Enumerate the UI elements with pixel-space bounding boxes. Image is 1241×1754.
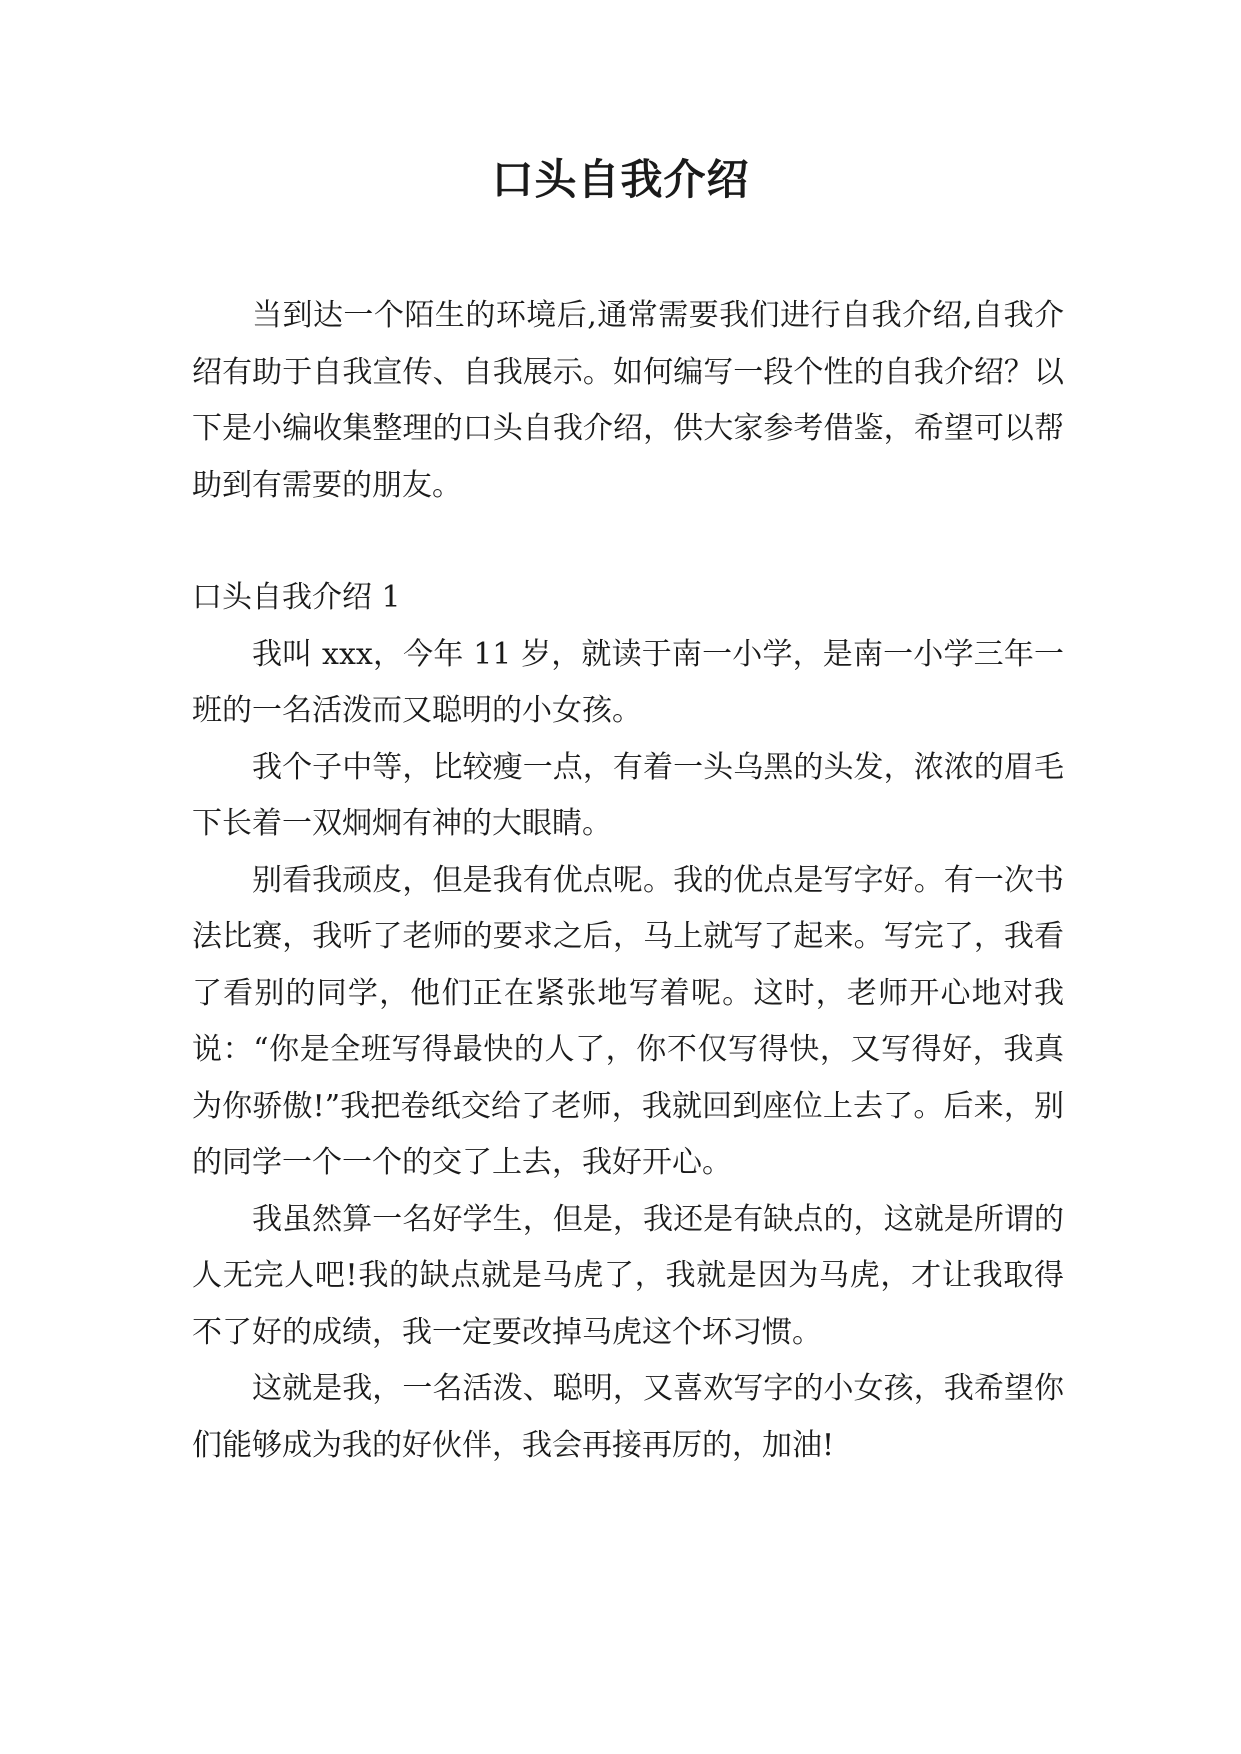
body-paragraph: 我虽然算一名好学生，但是，我还是有缺点的，这就是所谓的人无完人吧!我的缺点就是马虎了，我就是因为马虎，才让我取得不了好的成绩，我一定要改掉马虎这个坏习惯。 bbox=[192, 1201, 1064, 1350]
paragraph-spacer bbox=[192, 514, 1064, 570]
body-paragraph: 我个子中等，比较瘦一点，有着一头乌黑的头发，浓浓的眉毛下长着一双炯炯有神的大眼睛。 bbox=[192, 749, 1064, 841]
document-title: 口头自我介绍 bbox=[491, 155, 750, 204]
body-paragraph: 别看我顽皮，但是我有优点呢。我的优点是写字好。有一次书法比赛，我听了老师的要求之后，马上就写了起来。写完了，我看了看别的同学，他们正在紧张地写着呢。这时，老师开心地对我说：“你是全班写得最快的人了，你不仅写得快，又写得好，我真为你骄傲!”我把卷纸交给了老师，我就回到座位上去了。后来，别的同学一个一个的交了上去，我好开心。 bbox=[192, 862, 1064, 1180]
document-body bbox=[192, 288, 1064, 1474]
body-paragraph: 我叫 xxx，今年 11 岁，就读于南一小学，是南一小学三年一班的一名活泼而又聪明的小女孩。 bbox=[192, 636, 1064, 728]
body-paragraph: 这就是我，一名活泼、聪明，又喜欢写字的小女孩，我希望你们能够成为我的好伙伴，我会再接再厉的，加油! bbox=[192, 1371, 1064, 1463]
intro-paragraph: 当到达一个陌生的环境后,通常需要我们进行自我介绍,自我介绍有助于自我宣传、自我展示。如何编写一段个性的自我介绍？以下是小编收集整理的口头自我介绍，供大家参考借鉴，希望可以帮助到有需要的朋友。 bbox=[192, 298, 1064, 503]
section-heading: 口头自我介绍 1 bbox=[192, 580, 401, 615]
